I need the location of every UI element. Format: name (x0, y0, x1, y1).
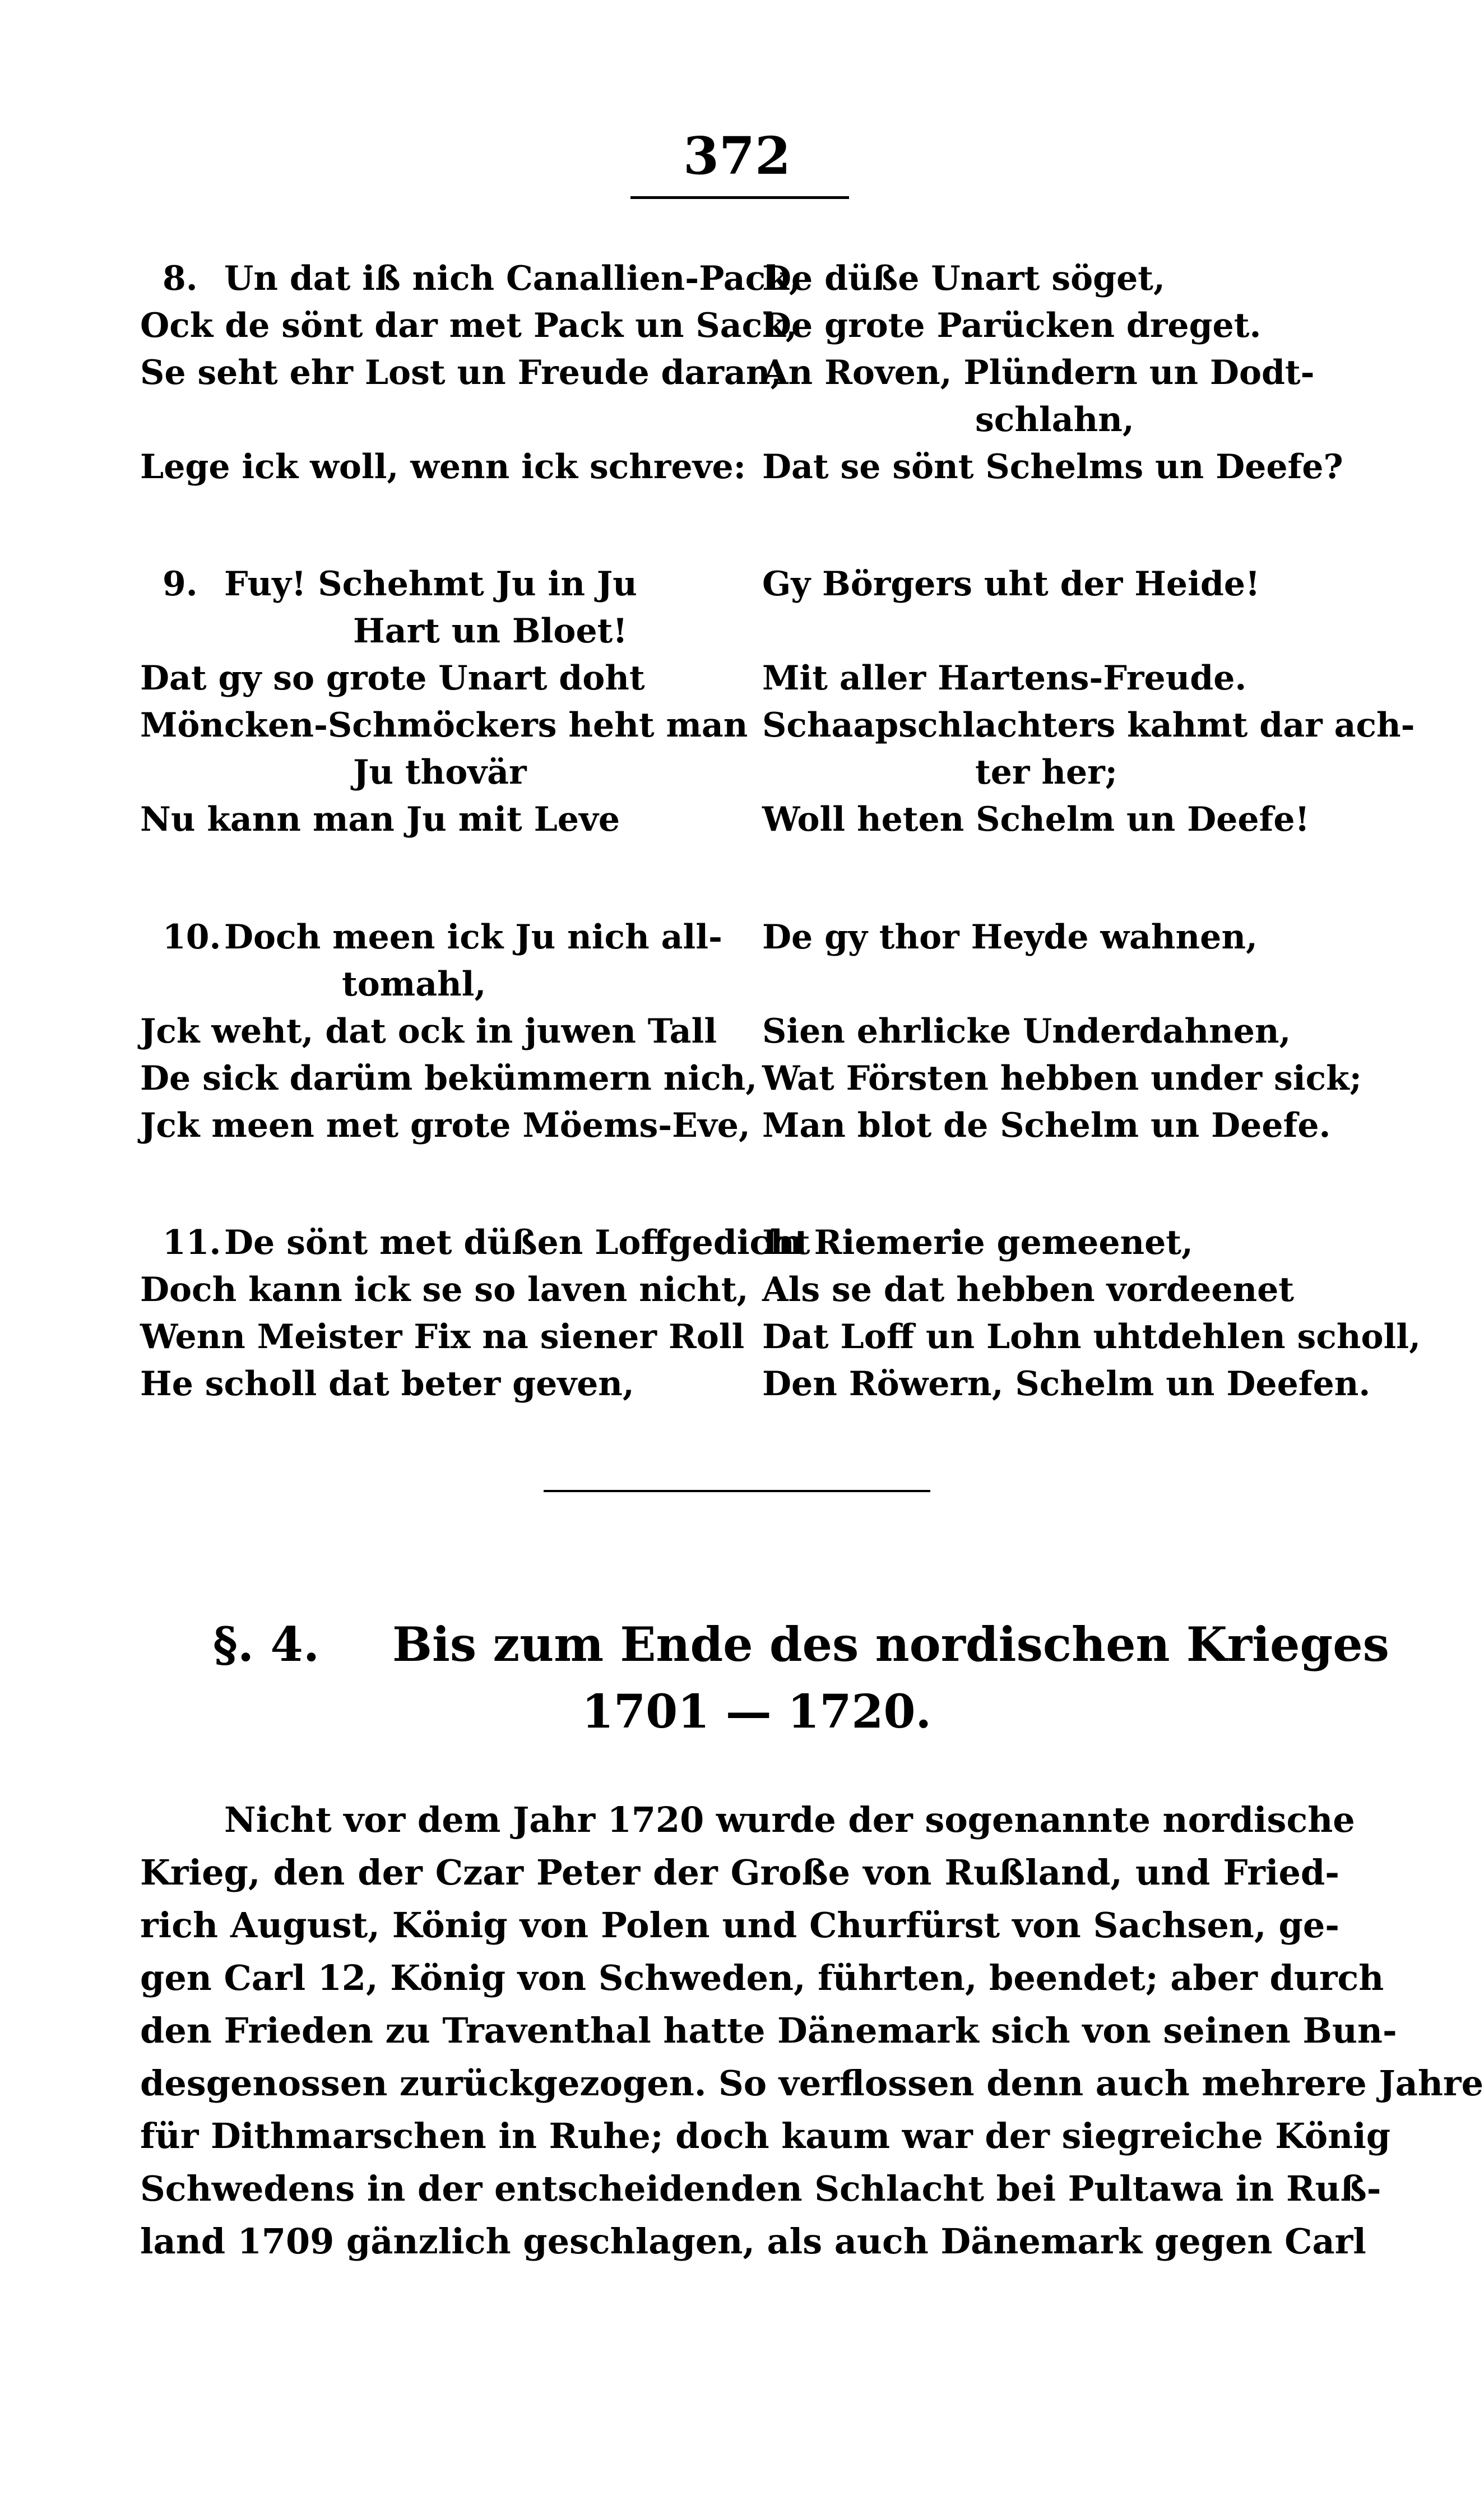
verse-line: In Riemerie gemeenet, (762, 1223, 1193, 1262)
verse-line: Wat Försten hebben under sick; (762, 1059, 1362, 1098)
verse-line: Dat gy so grote Unart doht (140, 659, 645, 698)
verse-line: Sien ehrlicke Underdahnen, (762, 1012, 1291, 1051)
verse-line: Wenn Meister Fix na siener Roll (140, 1317, 745, 1357)
verse-line: Lege ick woll, wenn ick schreve: (140, 447, 746, 487)
verse-line: De düße Unart söget, (762, 259, 1165, 298)
stanza-10-left (140, 914, 758, 1149)
verse-line: schlahn, (975, 400, 1134, 439)
section-heading (213, 1614, 1389, 1675)
stanza-11-left (140, 1219, 810, 1408)
section-divider (544, 1490, 930, 1492)
verse-line: Mit aller Hartens-Freude. (762, 659, 1247, 698)
header-rule (630, 196, 849, 199)
verse-line: Dat Loff un Lohn uhtdehlen scholl, (762, 1317, 1421, 1357)
paragraph-line: land 1709 gänzlich geschlagen, als auch Dänemark gegen Carl (140, 2221, 1366, 2262)
stanza-9-left (140, 561, 748, 843)
body-paragraph (140, 1794, 1484, 2268)
stanza-number: 11. (163, 1223, 221, 1262)
verse-line: Jck meen met grote Möems-Eve, (140, 1106, 750, 1145)
stanza-9-right (762, 561, 1415, 843)
verse-line: Hart un Bloet! (353, 612, 628, 651)
verse-line: 9. Fuy! Schehmt Ju in Ju (140, 561, 723, 608)
stanza-11-right (762, 1219, 1421, 1408)
verse-line: 8. Un dat iß nich Canallien-Pack, (140, 255, 723, 302)
verse-line: He scholl dat beter geven, (140, 1364, 634, 1404)
verse-line: Woll heten Schelm un Deefe! (762, 800, 1310, 839)
stanza-10-right (762, 914, 1362, 1149)
verse-line: Man blot de Schelm un Deefe. (762, 1106, 1331, 1145)
paragraph-line: Nicht vor dem Jahr 1720 wurde der sogenannte nordische (224, 1799, 1355, 1840)
paragraph-line: gen Carl 12, König von Schweden, führten, beendet; aber durch (140, 1957, 1384, 1998)
verse-line: Möncken-Schmöckers heht man (140, 706, 748, 745)
paragraph-line: Schwedens in der entscheidenden Schlacht bei Pultawa in Ruß- (140, 2168, 1381, 2209)
verse-line: De grote Parücken dreget. (762, 306, 1262, 345)
verse-line: Nu kann man Ju mit Leve (140, 800, 620, 839)
paragraph-line: rich August, König von Polen und Churfürst von Sachsen, ge- (140, 1905, 1339, 1946)
stanza-number: 8. (163, 259, 198, 298)
verse-line: Gy Börgers uht der Heide! (762, 564, 1260, 604)
verse-line: De gy thor Heyde wahnen, (762, 918, 1258, 957)
verse-line (762, 608, 1356, 655)
page-number: 372 (683, 126, 791, 186)
verse-line: Jck weht, dat ock in juwen Tall (140, 1012, 717, 1051)
verse-line: Ju thovär (353, 753, 527, 792)
verse-line: ter her; (975, 753, 1117, 792)
stanza-number: 10. (163, 918, 221, 957)
stanza-number: 9. (163, 564, 198, 604)
verse-line: Den Röwern, Schelm un Deefen. (762, 1364, 1371, 1404)
stanza-8-right (762, 255, 1356, 490)
verse-line: Ock de sönt dar met Pack un Sack, (140, 306, 797, 345)
verse-line: tomahl, (342, 965, 486, 1004)
verse-line (762, 961, 1356, 1008)
paragraph-line: desgenossen zurückgezogen. So verflossen denn auch mehrere Jahre (140, 2063, 1484, 2104)
verse-line: Dat se sönt Schelms un Deefe? (762, 447, 1343, 487)
verse-line (140, 396, 723, 443)
verse-line: Als se dat hebben vordeenet (762, 1270, 1294, 1309)
verse-line: 10. Doch meen ick Ju nich all- (140, 914, 723, 961)
stanza-8-left (140, 255, 801, 490)
verse-line: Se seht ehr Lost un Freude daran, (140, 353, 782, 392)
verse-line: De sick darüm bekümmern nich, (140, 1059, 758, 1098)
verse-line: An Roven, Plündern un Dodt- (762, 353, 1315, 392)
section-number: §. 4. (213, 1617, 320, 1672)
verse-line: Schaapschlachters kahmt dar ach- (762, 706, 1415, 745)
verse-line: Doch kann ick se so laven nicht, (140, 1270, 749, 1309)
paragraph-line: für Dithmarschen in Ruhe; doch kaum war der siegreiche König (140, 2115, 1391, 2156)
verse-line: 11. De sönt met düßen Loffgedicht (140, 1219, 723, 1266)
paragraph-line: den Frieden zu Traventhal hatte Dänemark sich von seinen Bun- (140, 2010, 1397, 2051)
paragraph-line: Krieg, den der Czar Peter der Große von Rußland, und Fried- (140, 1852, 1339, 1893)
section-years: 1701 — 1720. (581, 1685, 932, 1739)
section-title: Bis zum Ende des nordischen Krieges (392, 1617, 1389, 1672)
